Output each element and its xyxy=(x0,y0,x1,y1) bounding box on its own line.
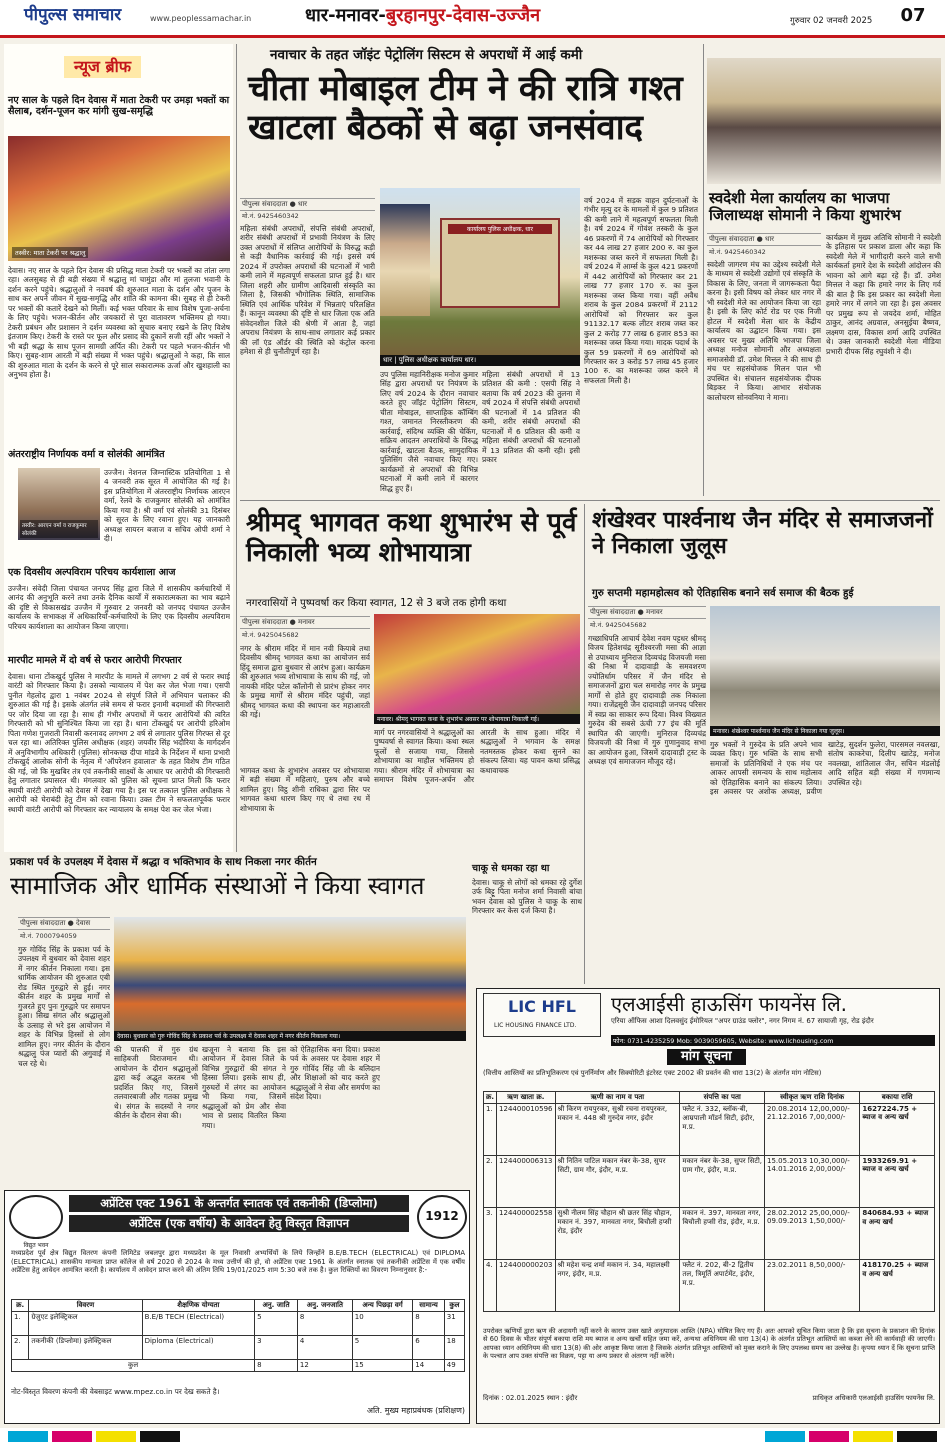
bhagwat-photo xyxy=(374,614,580,724)
table-total-row xyxy=(12,1360,465,1372)
prakash-photo-caption: देवास। बुधवार को गुरु गोविंद सिंह के प्रकाश पर्व के उपलक्ष्य में देवास शहर में नगर कीर्तन निकाला गया। xyxy=(114,1031,466,1041)
table-cell: श्री किरण रायपुरकर, सुश्री रचना रायपुरकर, मकान नं. 448 श्री गुरुदेव नगर, इंदौर xyxy=(555,1104,680,1156)
brief-story2-headline: अंतरराष्ट्रीय निर्णायक वर्मा व सोलंकी आमंत्रित xyxy=(8,449,165,460)
table-cell: 3 xyxy=(255,1336,298,1360)
prakash-mobile: मो.नं. 7000794059 xyxy=(20,932,77,940)
swatch-black xyxy=(897,1431,937,1442)
table-row xyxy=(484,1208,935,1260)
table-cell: श्री महेश चन्द्र शर्मा मकान नं. 34, महालक्ष्मी नगर, इंदौर, म.प्र. xyxy=(555,1260,680,1312)
table-cell: 8 xyxy=(413,1312,445,1336)
prakash-byline: पीपुल्स संवाददाता ● देवास xyxy=(18,917,110,930)
swadeshi-headline: स्वदेशी मेला कार्यालय का भाजपा जिलाध्यक्ष सोमानी ने किया शुभारंभ xyxy=(709,189,901,224)
apprentice-col-header: अन्य पिछड़ा वर्ग xyxy=(352,1300,412,1312)
swadeshi-story xyxy=(707,44,941,496)
apprentice-title2: अप्रेंटिस (एक वर्षीय) के आवेदन हेतु विस्तृत विज्ञापन xyxy=(69,1215,409,1232)
jain-mobile: मो.नं. 9425045682 xyxy=(590,621,647,629)
issue-date: गुरुवार 02 जनवरी 2025 xyxy=(790,16,873,26)
table-cell: फ्लैट नं. 202, बी-2 द्वितीय तल, त्रिमूर्ति अपार्टमेंट, इंदौर, म.प्र. xyxy=(680,1260,765,1312)
apprentice-logo-right xyxy=(417,1195,467,1239)
bhagwat-story xyxy=(240,504,580,860)
chaku-body: देवास। चाकू से लोगों को धमका रहे दुर्गेश उर्फ बिट्टू पिता मनोज शर्मा निवासी बांचा भवन देवास को पुलिस ने चाकू के साथ गिरफ्तार कर केस दर्ज किया है। xyxy=(472,878,582,916)
apprentice-table-head xyxy=(12,1300,465,1312)
bhagwat-photo-caption: मनावर। श्रीमद् भागवत कथा के शुभारंभ अवसर पर शोभायात्रा निकाली गई। xyxy=(374,714,580,724)
section-title-a: धार-मनावर- xyxy=(305,5,386,26)
apprentice-col-header: अनु. जनजाति xyxy=(297,1300,352,1312)
lead-kicker: नवाचार के तहत जॉइंट पेट्रोलिंग सिस्टम से अपराधों में आई कमी xyxy=(270,47,583,63)
table-row xyxy=(484,1156,935,1208)
lichfl-address: एरिया ऑफिस आशा दिलवसुंद ईमोरियल "अपर ग्राउंड फ्लोर", नगर निगम नं. 67 सायाजी गृह, रोड इंदौर xyxy=(611,1017,874,1025)
table-cell: श्री नितिन पाटिल मकान नंबर के-38, सुपर सिटी, ग्राम गौर, इंदौर, म.प्र. xyxy=(555,1156,680,1208)
brand-logo: पीपुल्स समाचार xyxy=(24,5,122,25)
table-cell: 124400006313 xyxy=(497,1156,555,1208)
table-cell: 124400000203 xyxy=(497,1260,555,1312)
lichfl-col-header: संपत्ति का पता xyxy=(680,1092,765,1104)
prakash-col2: की पालकी में गुरु ग्रंथ साहिबजी विराजमान थी। आयोजन के दौरान श्रद्धालुओं द्वारा कई अद्भुत करतब भी प्रदर्शित किए गए, जिसमें तलवारबाजी और गतका प्रमुख थे। संगत के सदस्यों ने नगर कीर्तन के दौरान सेवा की। xyxy=(114,1045,198,1121)
apprentice-note: नोट-विस्तृत विवरण कंपनी की वेबसाइट www.mpez.co.in पर देख सकते है। xyxy=(11,1387,220,1396)
apprentice-col-header: शैक्षणिक योग्यता xyxy=(142,1300,255,1312)
bhagwat-mobile: मो.नं. 9425045682 xyxy=(242,631,299,639)
lichfl-table-head xyxy=(484,1092,935,1104)
lead-photo xyxy=(380,188,580,366)
office-sign: कार्यालय पुलिस अधीक्षक, धार xyxy=(448,224,552,234)
apprentice-col-header: अनु. जाति xyxy=(255,1300,298,1312)
apprentice-col-header: क्र. xyxy=(12,1300,29,1312)
news-brief-column xyxy=(4,44,233,852)
brief-photo1-text: तस्वीर: माता टेकरी पर श्रद्धालु xyxy=(12,247,88,258)
swadeshi-byline: पीपुल्स संवाददाता ● धार xyxy=(707,233,821,246)
section-title-b: बुरहानपुर-देवास-उज्जैन xyxy=(385,5,541,26)
table-cell: 1627224.75 + ब्याज व अन्य खर्च xyxy=(860,1104,935,1156)
table-cell: 20.08.2014 12,00,000/- 21.12.2016 7,00,000/- xyxy=(765,1104,860,1156)
table-cell: 1. xyxy=(484,1104,497,1156)
bhagwat-subheadline: नगरवासियों ने पुष्पवर्षा कर किया स्वागत, 12 से 3 बजे तक होगी कथा xyxy=(246,598,507,609)
lichfl-col-header: क्र. xyxy=(484,1092,497,1104)
brief-story4-body: देवास। थाना टोंकखुर्द पुलिस ने मारपीट के मामले में लगभग 2 वर्ष से फरार स्थाई वारंटी को गिरफ्तार किया है। उसको न्यायालय में पेश कर जेल भेजा गया। एसपी पुनीत गेहलोद द्वारा 1 नवंबर 2024 से संपूर्ण जिले में अभियान चलाकर की शुरुआत की गई है। इसके अंतर्गत लंबे समय से फरार इनामी बदमाशों की गिरफ्तारी पर जोर दिया जा रहा है। साथ ही गंभीर अपराधों में फरार आरोपियों की त्वरित गिरफ्तारी को भी सुनिश्चित किया जा रहा है। थाना टोंकखुर्द पर आरोपी हरिओम पिता गणेश गुजराती निवासी करनावद लगभग 2 वर्ष से लगातार पुलिस गिरफ्त से दूर चल रहा था। अतिरिक्त पुलिस अधीक्षक (शहर) जयवीर सिंह भदौरिया के मार्गदर्शन में अनुविभागीय अधिकारी (पुलिस) सोनकच्छ दीपा मांडवे के निर्देशन में थाना प्रभारी टोंकखुर्द आलोक सोनी के नेतृत्व में 'ऑपरेशन हवालात' के तहत विशेष टीम गठित की गई, जो कि मुखबिर तंत्र एवं तकनीकी साक्ष्यों के आधार पर आरोपी की गिरफ्तारी हेतु लगातार प्रयासरत थी। मंगलवार को पुलिस को सूचना प्राप्त मिली कि फरार स्थायी वारंटी आरोपी को देवास में देखा गया है। इस पर तत्काल पुलिस अधीक्षक ने आरोपी को घेराबंदी हेतु टीम को रवाना किया। उक्त टीम ने सफलतापूर्वक फरार स्थायी वारंटी आरोपी को गिरफ्तार कर न्यायालय के समक्ष पेश कर जेल भेजा। xyxy=(8,672,230,814)
table-cell: 23.02.2011 8,50,000/- xyxy=(765,1260,860,1312)
brief-story4-headline: मारपीट मामले में दो वर्ष से फरार आरोपी गिरफ्तार xyxy=(8,655,182,666)
table-cell: 1. xyxy=(12,1312,29,1336)
apprentice-logo-left xyxy=(9,1195,63,1239)
table-cell: 2. xyxy=(484,1156,497,1208)
lead-col1: महिला संबंधी अपराधों, संपत्ति संबंधी अपराधों, शरीर संबंधी अपराधों में प्रभावी नियंत्रण के लिए उक्त अपराधों में संलिप्त आरोपियों के विरुद्ध कड़ी से कड़ी वैधानिक कार्रवाई की गई। इससे वर्ष 2024 में उपरोक्त अपराधों की घटनाओं में भारी कमी लाने में महत्वपूर्ण सफलता प्राप्त हुई है। धार जिला शहरी और ग्रामीण आदिवासी संस्कृति का जिला है, जिसकी भौगोलिक स्थिति, सामाजिक स्थिति एवं आर्थिक परिवेश में भिन्नताएं परिलक्षित हैं। कानून व्यवस्था की दृष्टि से धार जिला एक अति संवेदनशील जिले की श्रेणी में आता है, जहां अपराध नियंत्रण के साथ-साथ लगातार कई प्रकार की लॉ एंड ऑर्डर की स्थिति को कंट्रोल करना हमेशा से ही चुनौतीपूर्ण रहा है। xyxy=(240,224,375,357)
apprentice-table-body xyxy=(12,1312,465,1372)
apprentice-logo-sub: विद्युत भवन xyxy=(23,1242,49,1249)
table-cell: कुल xyxy=(12,1360,255,1372)
jain-photo-caption: मनावर। शंखेश्वर पार्श्वनाथ जैन मंदिर से निकाला गया जुलूस। xyxy=(710,726,940,736)
table-cell: 4. xyxy=(484,1260,497,1312)
registration-strip xyxy=(0,1428,945,1445)
prakash-col3: खजूना ने बताया कि इस आयोजन में देवास जिले के विभिन्न गुरुद्वारों की संगत ने हिस्सा लिया। इसके साथ ही, गुरुघरों में लंगर का आयोजन भी किया गया, जिसमें श्रद्धालुओं को प्रेम और सेवा भाव से प्रसाद वितरित किया गया। xyxy=(202,1045,286,1130)
lichfl-table xyxy=(483,1091,935,1312)
bhagwat-col2: भागवत कथा के शुभारंभ अवसर पर शोभायात्रा में बड़ी संख्या में महिलाएं, पुरुष और बच्चे शामिल हुए। विट्ठ शीनी राधिका द्वारा सिर पर भागवत कथा धारण किए गए थे तथा रथ में शोभायात्रा के xyxy=(240,766,370,813)
prakash-story xyxy=(4,855,466,1185)
table-row xyxy=(12,1312,465,1336)
apprentice-col-header: सामान्य xyxy=(413,1300,445,1312)
lichfl-notice xyxy=(476,988,940,1424)
table-cell: फ्लैट नं. 332, ब्लॉक-बी, आम्रपाली मॉडर्न सिटी, इंदौर, म.प्र. xyxy=(680,1104,765,1156)
bhagwat-col3: मार्ग पर नगरवासियों ने श्रद्धालुओं का पुष्पवर्षा से स्वागत किया। कथा स्थल फूलों से सजाया गया, जिससे शोभायात्रा का माहौल भक्तिमय हो गया। श्रीराम मंदिर में शोभायात्रा का समापन विशेष पूजन-अर्चन और आरती के साथ हुआ। मंदिर में श्रद्धालुओं ने भगवान के समक्ष नतमस्तक होकर कथा सुनने का संकल्प लिया। यह पावन कथा प्रसिद्ध कथावाचक xyxy=(374,728,580,785)
bhagwat-headline: श्रीमद् भागवत कथा शुभारंभ से पूर्व निकाली भव्य शोभायात्रा xyxy=(246,508,577,569)
brief-story1-headline: नए साल के पहले दिन देवास में माता टेकरी पर उमड़ा भक्तों का सैलाब, दर्शन-पूजन कर मांगी सुख-समृद्धि xyxy=(8,95,230,117)
page-number: 07 xyxy=(900,5,926,26)
table-cell: 31 xyxy=(444,1312,464,1336)
lichfl-col-header: बकाया राशि xyxy=(860,1092,935,1104)
table-cell: 1933269.91 + ब्याज व अन्य खर्च xyxy=(860,1156,935,1208)
brief-story3-body: उज्जैन। संवेदी जिला पंचायत जनपद सिंह द्वारा जिले में शासकीय कर्मचारियों में आनंद की अनुभूति करने तथा उनके दैनिक कार्यों में सकारात्मकता का भाव बढ़ाने की दृष्टि से विकासखंड उज्जैन में गुरुवार 2 जनवरी को जनपद पंचायत उज्जैन कार्यालय के सभाकक्ष में अधिकारियों-कर्मचारियों के लिए एक दिवसीय अल्पविराम परिचय कार्यशाला का आयोजन किया जाएगा। xyxy=(8,584,230,631)
table-cell: मकान नं. 397, मानवता नगर, बिचौली हप्सी रोड, इंदौर, म.प्र. xyxy=(680,1208,765,1260)
lichfl-col-header: ऋणी का नाम व पता xyxy=(555,1092,680,1104)
lichfl-sign: प्राधिकृत अधिकारी एलआईसी हाउसिंग फायनेंस लि. xyxy=(812,1394,935,1402)
brief-label: न्यूज ब्रीफ xyxy=(64,56,141,78)
apprentice-body: मध्यप्रदेश पूर्व क्षेत्र विद्युत वितरण कंपनी लिमिटेड जबलपुर द्वारा मध्यप्रदेश के मूल निवासी अभ्यर्थियों के लिये जिन्होंने B.E/B.TECH (ELECTRICAL) एवं DIPLOMA (ELECTRICAL) शासकीय मान्यता प्राप्त कॉलेज से वर्ष 2020 से 2024 के मध्य उत्तीर्ण की हो, वो अप्रेंटिस एक्ट 1961 के अंतर्गत स्नातक एवं तकनीकी अप्रेंटिस में एक वर्षीय अप्रेंटिस हेतु आवेदन आमंत्रित करती है। कार्यालय में आवेदन प्राप्त करने की अंतिम तिथि 19/01/2025 शाम 5:30 बजे तक है। कुल रिक्तियों का विवरण निम्नानुसार है:- xyxy=(11,1249,465,1275)
swatch-yellow xyxy=(853,1431,893,1442)
swadeshi-photo xyxy=(707,58,941,184)
masthead xyxy=(0,0,945,38)
lead-photo-caption: धार | पुलिस अधीक्षक कार्यालय धार। xyxy=(380,355,580,366)
table-row xyxy=(12,1336,465,1360)
jain-byline: पीपुल्स संवाददाता ● मनावर xyxy=(588,606,706,619)
swatch-cyan xyxy=(8,1431,48,1442)
table-cell: सुश्री नीलम सिंह चौहान श्री छतर सिंह चौहान, मकान नं. 397, मानवता नगर, बिचौली हप्सी रोड, इंदौर xyxy=(555,1208,680,1260)
bhagwat-col1: नगर के श्रीराम मंदिर में मान नवी कियाबे तथा दिवसीय श्रीमद् भागवत कथा का आयोजन सर्व हिंदू समाज द्वारा बुधवार से आरंभ हुआ। कार्यक्रम की शुरुआत भव्य शोभायात्रा के साथ की गई, जो नायकी मंदिर पटेल कॉलोनी से प्रारंभ होकर नगर के प्रमुख मार्गों से श्रीराम मंदिर पहुंची, जहां श्रीमद् भागवत कथा की स्थापना कर महाआरती की गई। xyxy=(240,644,370,720)
prakash-headline: सामाजिक और धार्मिक संस्थाओं ने किया स्वागत xyxy=(10,871,425,900)
swatch-magenta xyxy=(52,1431,92,1442)
table-cell: 15.05.2013 10,30,000/- 14.01.2016 2,00,000/- xyxy=(765,1156,860,1208)
table-row xyxy=(484,1260,935,1312)
jain-col2: गुरु भक्तों ने गुरुदेव के प्रति अपने भाव व्यक्त किए। गुरु भक्ति के साथ सभी समाजों के प्रतिनिधियों ने एक मंच पर आकर आपसी समन्वय के साथ महोत्सव को ऐतिहासिक बनाने का संकल्प लिया। इस अवसर पर अशोक अध्यक्ष, प्रवीण खाटेड़, सुदर्शन फुलेरा, पारसमल नवलखा, संतोष काकरेचा, दिलीप खाटेड़, मनोज नवलखा, शांतिलाल जैन, सचिन मंडलोई आदि सहित बड़ी संख्या में गणमान्य उपस्थित रहे। xyxy=(710,740,940,797)
swadeshi-col2: कार्यक्रम में मुख्य अतिथि सोमानी ने स्वदेशी के इतिहास पर प्रकाश डाला और कहा कि स्वदेशी मेले में भागीदारी करने वाले सभी कार्यकर्ता हमारे देश के स्वदेशी आंदोलन की भावना को आगे बढ़ा रहे हैं। डॉ. उमेश मित्तल ने कहा कि हमारे नगर के लिए गर्व की बात है कि इस प्रकार का स्वदेशी मेला हमारे नगर में लगने जा रहा है। इस अवसर पर प्रमुख रूप से जयदेव शर्मा, मोहित ठाकुर, आनंद अग्रवाल, अनसुईया बैष्णव, लक्ष्मण दास, विकास शर्मा आदि उपस्थित थे। उक्त जानकारी स्वदेशी मेला मीडिया प्रभारी दीपक सिंह रघुवंशी ने दी। xyxy=(826,233,941,356)
brief-story3-headline: एक दिवसीय अल्पविराम परिचय कार्यशाला आज xyxy=(8,567,176,578)
prakash-kicker: प्रकाश पर्व के उपलक्ष्य में देवास में श्रद्धा व भक्तिभाव के साथ निकला नगर कीर्तन xyxy=(10,856,317,868)
lichfl-logo xyxy=(483,993,601,1037)
table-cell: 2. xyxy=(12,1336,29,1360)
lichfl-intro: (वित्तीय आस्तियों का प्रतिभूतिकरण एवं पुनर्निर्माण और सिक्योरिटी इंटरेस्ट एक्ट 2002 की प्रवर्तन की धारा 13(2) के अंतर्गत मांग नोटिस) xyxy=(483,1069,822,1077)
table-cell: 6 xyxy=(413,1336,445,1360)
table-cell: 15 xyxy=(352,1360,412,1372)
apprentice-logo-text: 1912 xyxy=(425,1209,459,1224)
table-cell: 10 xyxy=(352,1312,412,1336)
swatch-yellow xyxy=(96,1431,136,1442)
table-cell: 5 xyxy=(352,1336,412,1360)
apprentice-col-header: विवरण xyxy=(29,1300,142,1312)
apprentice-table xyxy=(11,1299,465,1372)
prakash-col1: गुरु गोविंद सिंह के प्रकाश पर्व के उपलक्ष्य में बुधवार को देवास शहर में नगर कीर्तन निकाला गया। इस धार्मिक आयोजन की शुरुआत एबी रोड स्थित गुरुद्वारे से हुई। नगर कीर्तन शहर के प्रमुख मार्गों से गुजरते हुए पुनः गुरुद्वारे पर समापन हुआ। सिख संगत और श्रद्धालुओं के उत्साह से भरे इस आयोजन में शहर के विभिन्न हिस्सों से लोग शामिल हुए। नगर कीर्तन के दौरान श्रद्धालु पंज प्यारों की अगुवाई में चल रहे थे। xyxy=(18,945,110,1068)
lead-mobile: मो.नं. 9425460342 xyxy=(242,212,299,220)
table-cell: मकान नंबर के-38, सुपर सिटी, ग्राम गौर, इंदौर, म.प्र. xyxy=(680,1156,765,1208)
lichfl-body: उपरोक्त ऋणियों द्वारा ऋण की अदायगी नहीं करने के कारण उक्त खाते अनुत्पादक आस्ति (NPA) घोषित किए गए हैं। अतः आपको सूचित किया जाता है कि इस सूचना के प्रकाशन की दिनांक से 60 दिवस के भीतर संपूर्ण बकाया राशि मय ब्याज व अन्य खर्चों सहित जमा करें, अन्यथा अधिनियम की धारा 13(4) के अंतर्गत प्रतिभूत आस्तियों का कब्जा लेने की कार्यवाही की जाएगी। आपका ध्यान अधिनियम की धारा 13(8) की ओर आकृष्ट किया जाता है जिसके अंतर्गत प्रतिभूत आस्तियों को मुक्त कराने के लिए उपलब्ध समय का उल्लेख है। कृपया ध्यान दें कि सूचना प्राप्ति के पश्चात आप उक्त संपत्ति का विक्रय, पट्टा या अन्य प्रकार से अंतरण नहीं करेंगे। xyxy=(483,1327,935,1361)
lichfl-table-body xyxy=(484,1104,935,1312)
row-divider xyxy=(240,500,940,501)
officer-portrait xyxy=(380,204,430,316)
section-title xyxy=(305,6,540,26)
chaku-story xyxy=(470,862,582,984)
table-cell: तकनीकी (डिप्लोमा) इलेक्ट्रिकल xyxy=(29,1336,142,1360)
bhagwat-byline: पीपुल्स संवाददाता ● मनावर xyxy=(240,616,370,629)
lichfl-place: दिनांक : 02.01.2025 स्थान : इंदौर xyxy=(483,1394,578,1402)
lead-byline: पीपुल्स संवाददाता ● धार xyxy=(240,198,375,211)
lichfl-phone: फोन: 0731-4235259 Mob: 9039059605, Website: www.lichousing.com xyxy=(611,1035,935,1046)
swatch-magenta xyxy=(809,1431,849,1442)
jain-story xyxy=(588,504,940,984)
site-url: www.peoplessamachar.in xyxy=(150,14,252,23)
table-cell: B.E/B TECH (Electrical) xyxy=(142,1312,255,1336)
jain-headline: शंखेश्वर पार्श्वनाथ जैन मंदिर से समाजजनों ने निकाला जुलूस xyxy=(592,508,933,560)
brief-story1-body: देवास। नए साल के पहले दिन देवास की प्रसिद्ध माता टेकरी पर भक्तों का तांता लगा रहा। अलसुबह से ही बड़ी संख्या में श्रद्धालु मां चामुंडा और मां तुलजा भवानी के दर्शन करने पहुंचे। श्रद्धालुओं ने नववर्ष की शुरुआत माता के दर्शन और पूजन के साथ कर अपने जीवन में सुख-समृद्धि और शांति की कामना की। सुबह से ही टेकरी पर भक्तों की कतारें देखने को मिलीं। कई भक्त परिवार के साथ विशेष पूजा-अर्चना के लिए पहुंचे। भजन-कीर्तन और जयकारों से पूरा वातावरण भक्तिमय हो गया। टेकरी प्रबंधन और प्रशासन ने दर्शन व्यवस्था को सुचारु बनाए रखने के लिए विशेष इंतजाम किए। टेकरी के रास्ते पर फूल और प्रसाद की दुकानें सजी रहीं और भक्तों ने भी बड़ी श्रद्धा के साथ पूजन सामग्री अर्पित की। टेकरी पर पहले भजन-कीर्तन भी किए। सुबह-शाम आरती में बड़ी संख्या में भक्त पहुंचे। श्रद्धालुओं ने कहा, कि साल की शुरुआत माता के दर्शन के करने से पूरे साल सकारात्मक ऊर्जा और खुशहाली का अनुभव होता है। xyxy=(8,266,230,380)
table-cell: 8 xyxy=(297,1312,352,1336)
table-cell: 18 xyxy=(444,1336,464,1360)
table-cell: 3. xyxy=(484,1208,497,1260)
swatch-cyan xyxy=(765,1431,805,1442)
lead-story xyxy=(240,44,700,496)
table-cell: 4 xyxy=(297,1336,352,1360)
table-cell: Diploma (Electrical) xyxy=(142,1336,255,1360)
apprentice-col-header: कुल xyxy=(444,1300,464,1312)
table-row xyxy=(484,1104,935,1156)
table-cell: 14 xyxy=(413,1360,445,1372)
swatch-black xyxy=(140,1431,180,1442)
lichfl-company: एलआईसी हाऊसिंग फायनेंस लि. xyxy=(611,992,848,1016)
table-cell: 840684.93 + ब्याज व अन्य खर्च xyxy=(860,1208,935,1260)
column-divider xyxy=(703,44,704,496)
table-cell: 418170.25 + ब्याज व अन्य खर्च xyxy=(860,1260,935,1312)
apprentice-sign: अति. मुख्य महाप्रबंधक (प्रशिक्षण) xyxy=(366,1406,465,1415)
apprentice-ad xyxy=(4,1190,470,1424)
prakash-photo xyxy=(114,917,466,1041)
lichfl-logo-text: LIC HFL xyxy=(508,997,576,1016)
lead-col4: वर्ष 2024 में सड़क वाहन दुर्घटनाओं के गंभीर मृत्यु दर के मामलों में कुल 9 प्रतिशत की कमी लाने में महत्वपूर्ण सफलता मिली है। वर्ष 2024 में गोवंश तस्करी के कुल 46 प्रकरणों में 74 आरोपियों को गिरफ्तार कर 44 लाख 27 हजार 200 रु. का कुल मशरूका जब्त करने में सफलता मिली है। वर्ष 2024 में आर्म्स के कुल 421 प्रकरणों में 442 आरोपियों को गिरफ्तार कर 21 लाख 77 हजार 170 रु. का कुल मशरूका जब्त किया गया। वहीं अवैध शराब के कुल 2084 प्रकरणों में 2112 आरोपियों को गिरफ्तार कर कुल 91132.17 बल्क लीटर शराब जब्त कर कुल 2 करोड़ 77 लाख 6 हजार 853 का मशरूका जब्त किया गया। मादक पदार्थ के कुल 59 प्रकरणों में 69 आरोपियों को गिरफ्तार कर 3 करोड़ 57 लाख 45 हजार 100 रु. का मशरूका जब्त करने में सफलता मिली है। xyxy=(584,196,698,385)
table-cell: ग्रेजुएट इलेक्ट्रिकल xyxy=(29,1312,142,1336)
lead-col3: महिला संबंधी अपराधों में 13 प्रतिशत की कमी : एसपी सिंह ने बताया कि वर्ष 2023 की तुलना में वर्ष 2024 में संपत्ति संबंधी अपराधों की घटनाओं में 14 प्रतिशत की कमी, शरीर संबंधी अपराधों की घटनाओं में 6 प्रतिशत की कमी व महिला संबंधी अपराधों की घटनाओं में 13 प्रतिशत की कमी रही। इसी प्रकार xyxy=(482,370,580,465)
brief-story2-photo xyxy=(18,468,100,540)
table-cell: 28.02.2012 25,00,000/- 09.09.2013 1,50,000/- xyxy=(765,1208,860,1260)
table-cell: 8 xyxy=(255,1360,298,1372)
jain-subheadline: गुरु सप्तमी महामहोत्सव को ऐतिहासिक बनाने सर्व समाज की बैठक हुई xyxy=(592,588,854,599)
jain-photo xyxy=(710,606,940,736)
jain-col1: गच्छाधिपति आचार्य देवेश नवम पट्टधर श्रीमद् विजय हितेशचंद्र सूरीश्वरजी मसा की आज्ञा से उपाध्याय मुनिराज दिव्यचंद्र विजयजी मसा की निश्रा में दादावाड़ी के समवशरण ज्योतिर्धाम परिसर में जैन मंदिर से समाजजनों द्वारा चल समारोह नगर के प्रमुख मार्गों से होते हुए दादावाड़ी तक निकाला गया। राजेंद्रसूरी जैन दादावाड़ी जनपद परिसर में स्वप्न का साकार रूप दिया। विश्व विख्यात गुरुदेव की सबसे ऊंची 77 इंच की मूर्ति स्थापित की जाएगी। मुनिराज दिव्यचंद्र विजयजी की निश्रा में गुरु गुणानुवाद सभा का आयोजन हुआ, जिसमें दादावाड़ी ट्रस्ट के अध्यक्ष एवं समाजजन मौजूद रहे। xyxy=(588,634,706,767)
brief-story2-body: उज्जैन। नेशनल जिम्नास्टिक प्रतियोगिता 1 से 4 जनवरी तक सूरत में आयोजित की गई है। इस प्रतियोगिता में अंतरराष्ट्रीय निर्णायक आरएन वर्मा, रेलवे के राजकुमार सोलंकी को आमंत्रित किया गया है। श्री वर्मा एवं सोलंकी 31 दिसंबर को सूरत के लिए रवाना हुए। यह जानकारी अध्यक्ष सायरन बजाज व सचिव ओपी शर्मा ने दी। xyxy=(104,468,230,544)
brief-story1-photo xyxy=(8,136,230,261)
table-cell: 49 xyxy=(444,1360,464,1372)
table-cell: 124400010596 xyxy=(497,1104,555,1156)
lead-headline: चीता मोबाइल टीम ने की रात्रि गश्त खाटला बैठकों से बढ़ा जनसंवाद xyxy=(248,69,683,149)
prakash-col4: को ऐतिहासिक बना दिया। प्रकाश पर्व के अवसर पर देवास शहर में गुरु गोविंद सिंह जी के बलिदान और शिक्षाओं को याद करते हुए श्रद्धालुओं ने सेवा और समर्पण का संदेश दिया। xyxy=(290,1045,380,1102)
table-cell: 12 xyxy=(297,1360,352,1372)
swadeshi-mobile: मो.नं. 9425460342 xyxy=(709,248,766,256)
lichfl-logo-sub: LIC HOUSING FINANCE LTD. xyxy=(494,1022,577,1029)
brief-photo2-text: तस्वीर: आरएन वर्मा व राजकुमार सोलंकी xyxy=(20,520,98,538)
apprentice-title1: अप्रेंटिस एक्ट 1961 के अन्तर्गत स्नातक एवं तकनीकी (डिप्लोमा) xyxy=(69,1195,409,1212)
table-cell: 5 xyxy=(255,1312,298,1336)
column-divider xyxy=(584,504,585,984)
lead-col2: उप पुलिस महानिरीक्षक मनोज कुमार सिंह द्वारा अपराधों पर नियंत्रण के लिए वर्ष 2024 के दौरान नवाचार करते हुए जॉइंट पेट्रोलिंग सिस्टम, चीता मोबाइल, साप्ताहिक कॉम्बिंग गश्त, जमानत निरस्तीकरण की कार्रवाई, संदिग्ध व्यक्ति की चेकिंग, सक्रिय आदतन अपराधियों के विरुद्ध कार्रवाई, खाटला बैठक, सामुदायिक पुलिसिंग जैसे नवाचार किए गए। कार्यक्रमों से अपराधों की विभिन्न घटनाओं में कमी लाने में कारगर सिद्ध हुए हैं। xyxy=(380,370,478,493)
column-divider xyxy=(236,44,237,852)
table-cell: 124400002558 xyxy=(497,1208,555,1260)
lichfl-notice-title: मांग सूचना xyxy=(667,1049,746,1065)
lichfl-col-header: स्वीकृत ऋण राशि दिनांक xyxy=(765,1092,860,1104)
chaku-headline: चाकू से धमका रहा था xyxy=(472,863,550,874)
lichfl-col-header: ऋण खाता क्र. xyxy=(497,1092,555,1104)
swadeshi-col1: स्वदेशी जागरण मंच का उद्देश्य स्वदेशी मेले के माध्यम से स्वदेशी उद्योगों एवं संस्कृति के विकास के लिए, जनता में जागरूकता पैदा करना है। इसी विषय को लेकर धार नगर में भी स्वदेशी मेले का आयोजन किया जा रहा है। इसी के लिए कोर्ट रोड पर एक निजी होटल में स्वदेशी मेला धार के केंद्रीय कार्यालय का उद्घाटन किया गया। इस अवसर पर मुख्य अतिथि भाजपा जिला अध्यक्ष मनोज सोमानी और अध्यक्षता समाजसेवी डॉ. उमेश मित्तल ने की साथ ही मंच पर सहसंयोजक मिलन पाल भी उपस्थित थे। संचालन सहसंयोजक दीपक बिड़कर ने किया। आभार संयोजक कालोचरण सोनवनिया ने माना। xyxy=(707,260,821,402)
